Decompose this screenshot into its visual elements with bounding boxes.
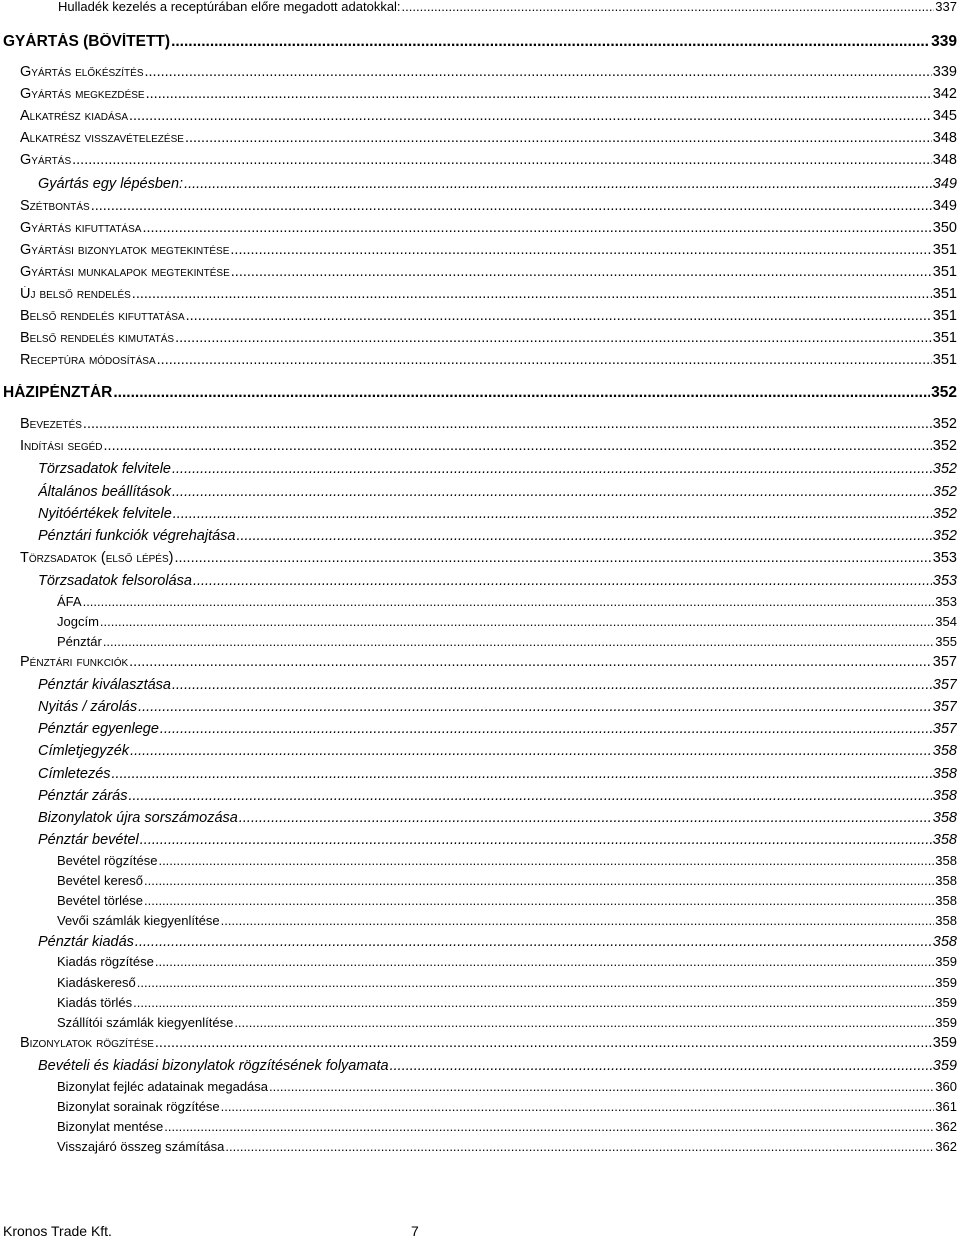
toc-dot-leader [137,975,935,991]
toc-dot-leader [83,594,935,610]
toc-entry[interactable] [57,594,957,610]
toc-entry-title: Gyártás egy lépésben: [38,176,184,192]
toc-entry[interactable] [57,634,957,650]
toc-dot-leader [173,505,932,523]
toc-page-number: 352 [932,528,957,544]
toc-entry[interactable] [20,352,957,369]
toc-dot-leader [135,933,932,951]
toc-page-number: 351 [932,264,957,280]
toc-entry-title: Gyártás kifuttatása [20,220,142,236]
toc-entry[interactable] [20,242,957,259]
toc-dot-leader [132,286,932,303]
toc-entry-title: Kiadáskereső [57,975,136,990]
toc-dot-leader [133,995,934,1011]
toc-page-number: 358 [932,743,957,759]
toc-page-number: 337 [935,0,957,14]
toc-dot-leader [103,634,934,650]
toc-dot-leader [72,152,932,169]
toc-entry[interactable] [20,438,957,455]
toc-page-number: 359 [932,1058,957,1074]
toc-page-number: 351 [932,352,957,368]
toc-page-number: 358 [932,766,957,782]
toc-entry[interactable] [3,33,957,51]
toc-page-number: 357 [932,677,957,693]
toc-dot-leader [155,954,934,970]
toc-page-number: 349 [932,198,957,214]
toc-page-number: 359 [935,975,957,990]
toc-dot-leader [230,242,931,259]
toc-dot-leader [146,86,932,103]
toc-entry-title: Kiadás törlés [57,995,133,1010]
toc-entry-title: Jogcím [57,614,99,629]
toc-entry[interactable] [57,614,957,630]
toc-dot-leader [174,550,931,567]
toc-entry-title: Pénztári funkciók [20,654,129,670]
toc-dot-leader [184,175,932,193]
toc-entry[interactable] [57,893,957,909]
toc-entry[interactable] [57,1079,957,1095]
toc-entry[interactable] [38,175,957,193]
toc-entry[interactable] [38,933,957,951]
toc-entry[interactable] [20,108,957,125]
toc-page-number: 359 [935,995,957,1010]
toc-dot-leader [160,720,932,738]
toc-entry[interactable] [20,264,957,281]
toc-entry-title: Vevői számlák kiegyenlítése [57,913,220,928]
toc-page-number: 350 [932,220,957,236]
toc-entry-title: Belső rendelés kimutatás [20,330,175,346]
toc-entry[interactable] [57,1119,957,1135]
toc-entry-title: Hulladék kezelés a receptúrában előre megadott adatokkal: [58,0,401,14]
toc-entry[interactable] [38,831,957,849]
toc-page-number: 352 [932,438,957,454]
toc-entry-title: Indítási segéd [20,438,103,454]
toc-page-number: 352 [932,506,957,522]
toc-dot-leader [402,0,935,14]
toc-page-number: 360 [935,1079,957,1094]
toc-entry[interactable] [20,416,957,433]
toc-entry[interactable] [57,1139,957,1155]
toc-entry[interactable] [20,64,957,81]
toc-page-number: 352 [931,384,957,401]
toc-dot-leader [221,1099,935,1115]
toc-page-number: 361 [935,1099,957,1114]
toc-dot-leader [91,198,932,215]
toc-entry-title: Címletezés [38,766,111,782]
toc-entry-title: Alkatrész visszavételezése [20,130,184,146]
toc-page-number: 351 [932,308,957,324]
toc-entry[interactable] [38,460,957,478]
toc-entry-title: Bevezetés [20,416,82,432]
toc-dot-leader [112,765,932,783]
toc-entry-title: Bevétel rögzítése [57,853,158,868]
toc-dot-leader [140,831,932,849]
toc-page-number: 348 [932,130,957,146]
toc-entry-title: Bizonylatok újra sorszámozása [38,810,238,826]
toc-entry[interactable] [57,1015,957,1031]
toc-dot-leader [142,220,931,237]
toc-entry-title: Új belső rendelés [20,286,131,302]
toc-page-number: 351 [932,242,957,258]
toc-entry-title: Nyitás / zárolás [38,699,138,715]
toc-entry-title: Pénztár zárás [38,788,128,804]
toc-entry[interactable] [38,742,957,760]
toc-dot-leader [236,527,931,545]
toc-dot-leader [193,572,932,590]
toc-entry-title: Receptúra módosítása [20,352,156,368]
toc-entry[interactable] [38,787,957,805]
toc-page-number: 351 [932,286,957,302]
toc-entry-title: Szétbontás [20,198,90,214]
toc-page-number: 345 [932,108,957,124]
toc-entry-title: Bizonylat mentése [57,1119,164,1134]
toc-entry-title: Pénztár [57,634,102,649]
toc-entry[interactable] [38,572,957,590]
toc-dot-leader [172,483,932,501]
toc-page-number: 353 [932,573,957,589]
toc-entry[interactable] [38,505,957,523]
toc-dot-leader [144,873,934,889]
toc-entry-title: Bizonylat fejléc adatainak megadása [57,1079,269,1094]
toc-entry-title: Törzsadatok felvitele [38,461,171,477]
toc-page-number: 352 [932,416,957,432]
toc-dot-leader [83,416,932,433]
toc-entry-title: Pénztár bevétel [38,832,139,848]
toc-page-number: 351 [932,330,957,346]
toc-entry[interactable] [20,286,957,303]
toc-page-number: 358 [932,788,957,804]
toc-entry[interactable] [38,765,957,783]
toc-dot-leader [390,1057,932,1075]
toc-entry-title: Gyártás [20,152,72,168]
toc-entry-title: Kiadás rögzítése [57,954,154,969]
toc-dot-leader [234,1015,934,1031]
footer-company: Kronos Trade Kft. [3,1223,112,1239]
toc-entry-title: Bizonylatok rögzítése [20,1035,154,1051]
toc-entry[interactable] [20,550,957,567]
toc-entry[interactable] [38,1057,957,1075]
toc-dot-leader [104,438,932,455]
toc-entry[interactable] [57,975,957,991]
toc-page-number: 342 [932,86,957,102]
toc-dot-leader [164,1119,934,1135]
toc-entry[interactable] [20,1035,957,1052]
toc-entry-title: Gyártás előkészítés [20,64,144,80]
toc-page-number: 357 [932,654,957,670]
toc-entry-title: Alkatrész kiadása [20,108,128,124]
toc-entry-title: HÁZIPÉNZTÁR [3,384,113,401]
toc-dot-leader [157,352,932,369]
toc-entry-title: Pénztári funkciók végrehajtása [38,528,236,544]
toc-entry[interactable] [20,130,957,147]
toc-entry-title: Pénztár kiadás [38,934,134,950]
toc-dot-leader [225,1139,934,1155]
toc-dot-leader [172,676,932,694]
toc-dot-leader [129,654,932,671]
toc-page-number: 358 [935,873,957,888]
toc-dot-leader [158,853,934,869]
toc-entry[interactable] [20,152,957,169]
toc-entry[interactable] [57,873,957,889]
toc-page-number: 362 [935,1119,957,1134]
toc-entry-title: Szállítói számlák kiegyenlítése [57,1015,234,1030]
toc-dot-leader [231,264,932,281]
toc-dot-leader [155,1035,932,1052]
toc-entry-title: Visszajáró összeg számítása [57,1139,225,1154]
toc-entry[interactable] [20,198,957,215]
toc-entry[interactable] [38,720,957,738]
toc-dot-leader [239,809,932,827]
toc-page-number: 339 [931,33,957,50]
toc-page-number: 339 [932,64,957,80]
toc-entry[interactable] [20,86,957,103]
toc-entry[interactable] [57,853,957,869]
toc-entry-title: Pénztár kiválasztása [38,677,171,693]
toc-page-number: 357 [932,721,957,737]
toc-dot-leader [130,742,932,760]
toc-entry[interactable] [57,995,957,1011]
toc-entry[interactable] [38,527,957,545]
toc-entry-title: GYÁRTÁS (BŐVÍTETT) [3,33,171,50]
toc-entry[interactable] [20,330,957,347]
toc-page-number: 358 [932,832,957,848]
toc-entry-title: Bevételi és kiadási bizonylatok rögzítésének folyamata [38,1058,389,1074]
toc-page-number: 354 [935,614,957,629]
toc-entry-title: Gyártási munkalapok megtekintése [20,264,230,280]
toc-entry-title: Általános beállítások [38,484,171,500]
toc-page-number: 358 [935,853,957,868]
toc-page-number: 358 [935,893,957,908]
toc-entry[interactable] [3,384,957,402]
toc-dot-leader [185,130,932,147]
toc-entry-title: Törzsadatok felsorolása [38,573,192,589]
toc-page-number: 358 [935,913,957,928]
toc-page-number: 353 [932,550,957,566]
toc-dot-leader [171,33,930,51]
toc-page-number: 348 [932,152,957,168]
toc-page-number: 352 [932,461,957,477]
toc-entry-title: ÁFA [57,594,82,609]
toc-entry-title: Gyártási bizonylatok megtekintése [20,242,230,258]
toc-page-number: 359 [935,1015,957,1030]
toc-entry[interactable] [20,220,957,237]
toc-entry[interactable] [20,308,957,325]
toc-entry-title: Címletjegyzék [38,743,130,759]
toc-entry[interactable] [20,654,957,671]
toc-page-number: 349 [932,176,957,192]
toc-page-number: 359 [932,1035,957,1051]
toc-dot-leader [186,308,932,325]
toc-entry[interactable] [57,1099,957,1115]
toc-page-number: 358 [932,810,957,826]
toc-entry-title: Bevétel kereső [57,873,143,888]
toc-entry-title: Belső rendelés kifuttatása [20,308,185,324]
toc-page-number: 358 [932,934,957,950]
toc-entry-title: Törzsadatok (első lépés) [20,550,174,566]
toc-entry[interactable] [57,954,957,970]
toc-page-number: 357 [932,699,957,715]
toc-page-number: 359 [935,954,957,969]
toc-entry-title: Bevétel törlése [57,893,143,908]
toc-dot-leader [128,787,931,805]
toc-dot-leader [129,108,932,125]
toc-dot-leader [100,614,934,630]
toc-page-number: 353 [935,594,957,609]
toc-dot-leader [175,330,932,347]
toc-page-number: 355 [935,634,957,649]
toc-entry-title: Bizonylat sorainak rögzítése [57,1099,220,1114]
toc-entry[interactable] [38,698,957,716]
toc-dot-leader [145,64,932,81]
toc-entry[interactable] [57,913,957,929]
toc-dot-leader [221,913,935,929]
toc-entry[interactable] [38,676,957,694]
toc-entry-title: Nyitóértékek felvitele [38,506,172,522]
toc-page-number: 352 [932,484,957,500]
toc-dot-leader [138,698,932,716]
toc-entry[interactable] [58,0,957,14]
footer-page-number: 7 [411,1223,419,1239]
toc-dot-leader [269,1079,934,1095]
toc-entry[interactable] [38,809,957,827]
toc-dot-leader [144,893,934,909]
toc-entry-title: Gyártás megkezdése [20,86,145,102]
toc-entry-title: Pénztár egyenlege [38,721,159,737]
toc-entry[interactable] [38,483,957,501]
toc-dot-leader [113,384,930,402]
toc-page-number: 362 [935,1139,957,1154]
toc-dot-leader [172,460,932,478]
